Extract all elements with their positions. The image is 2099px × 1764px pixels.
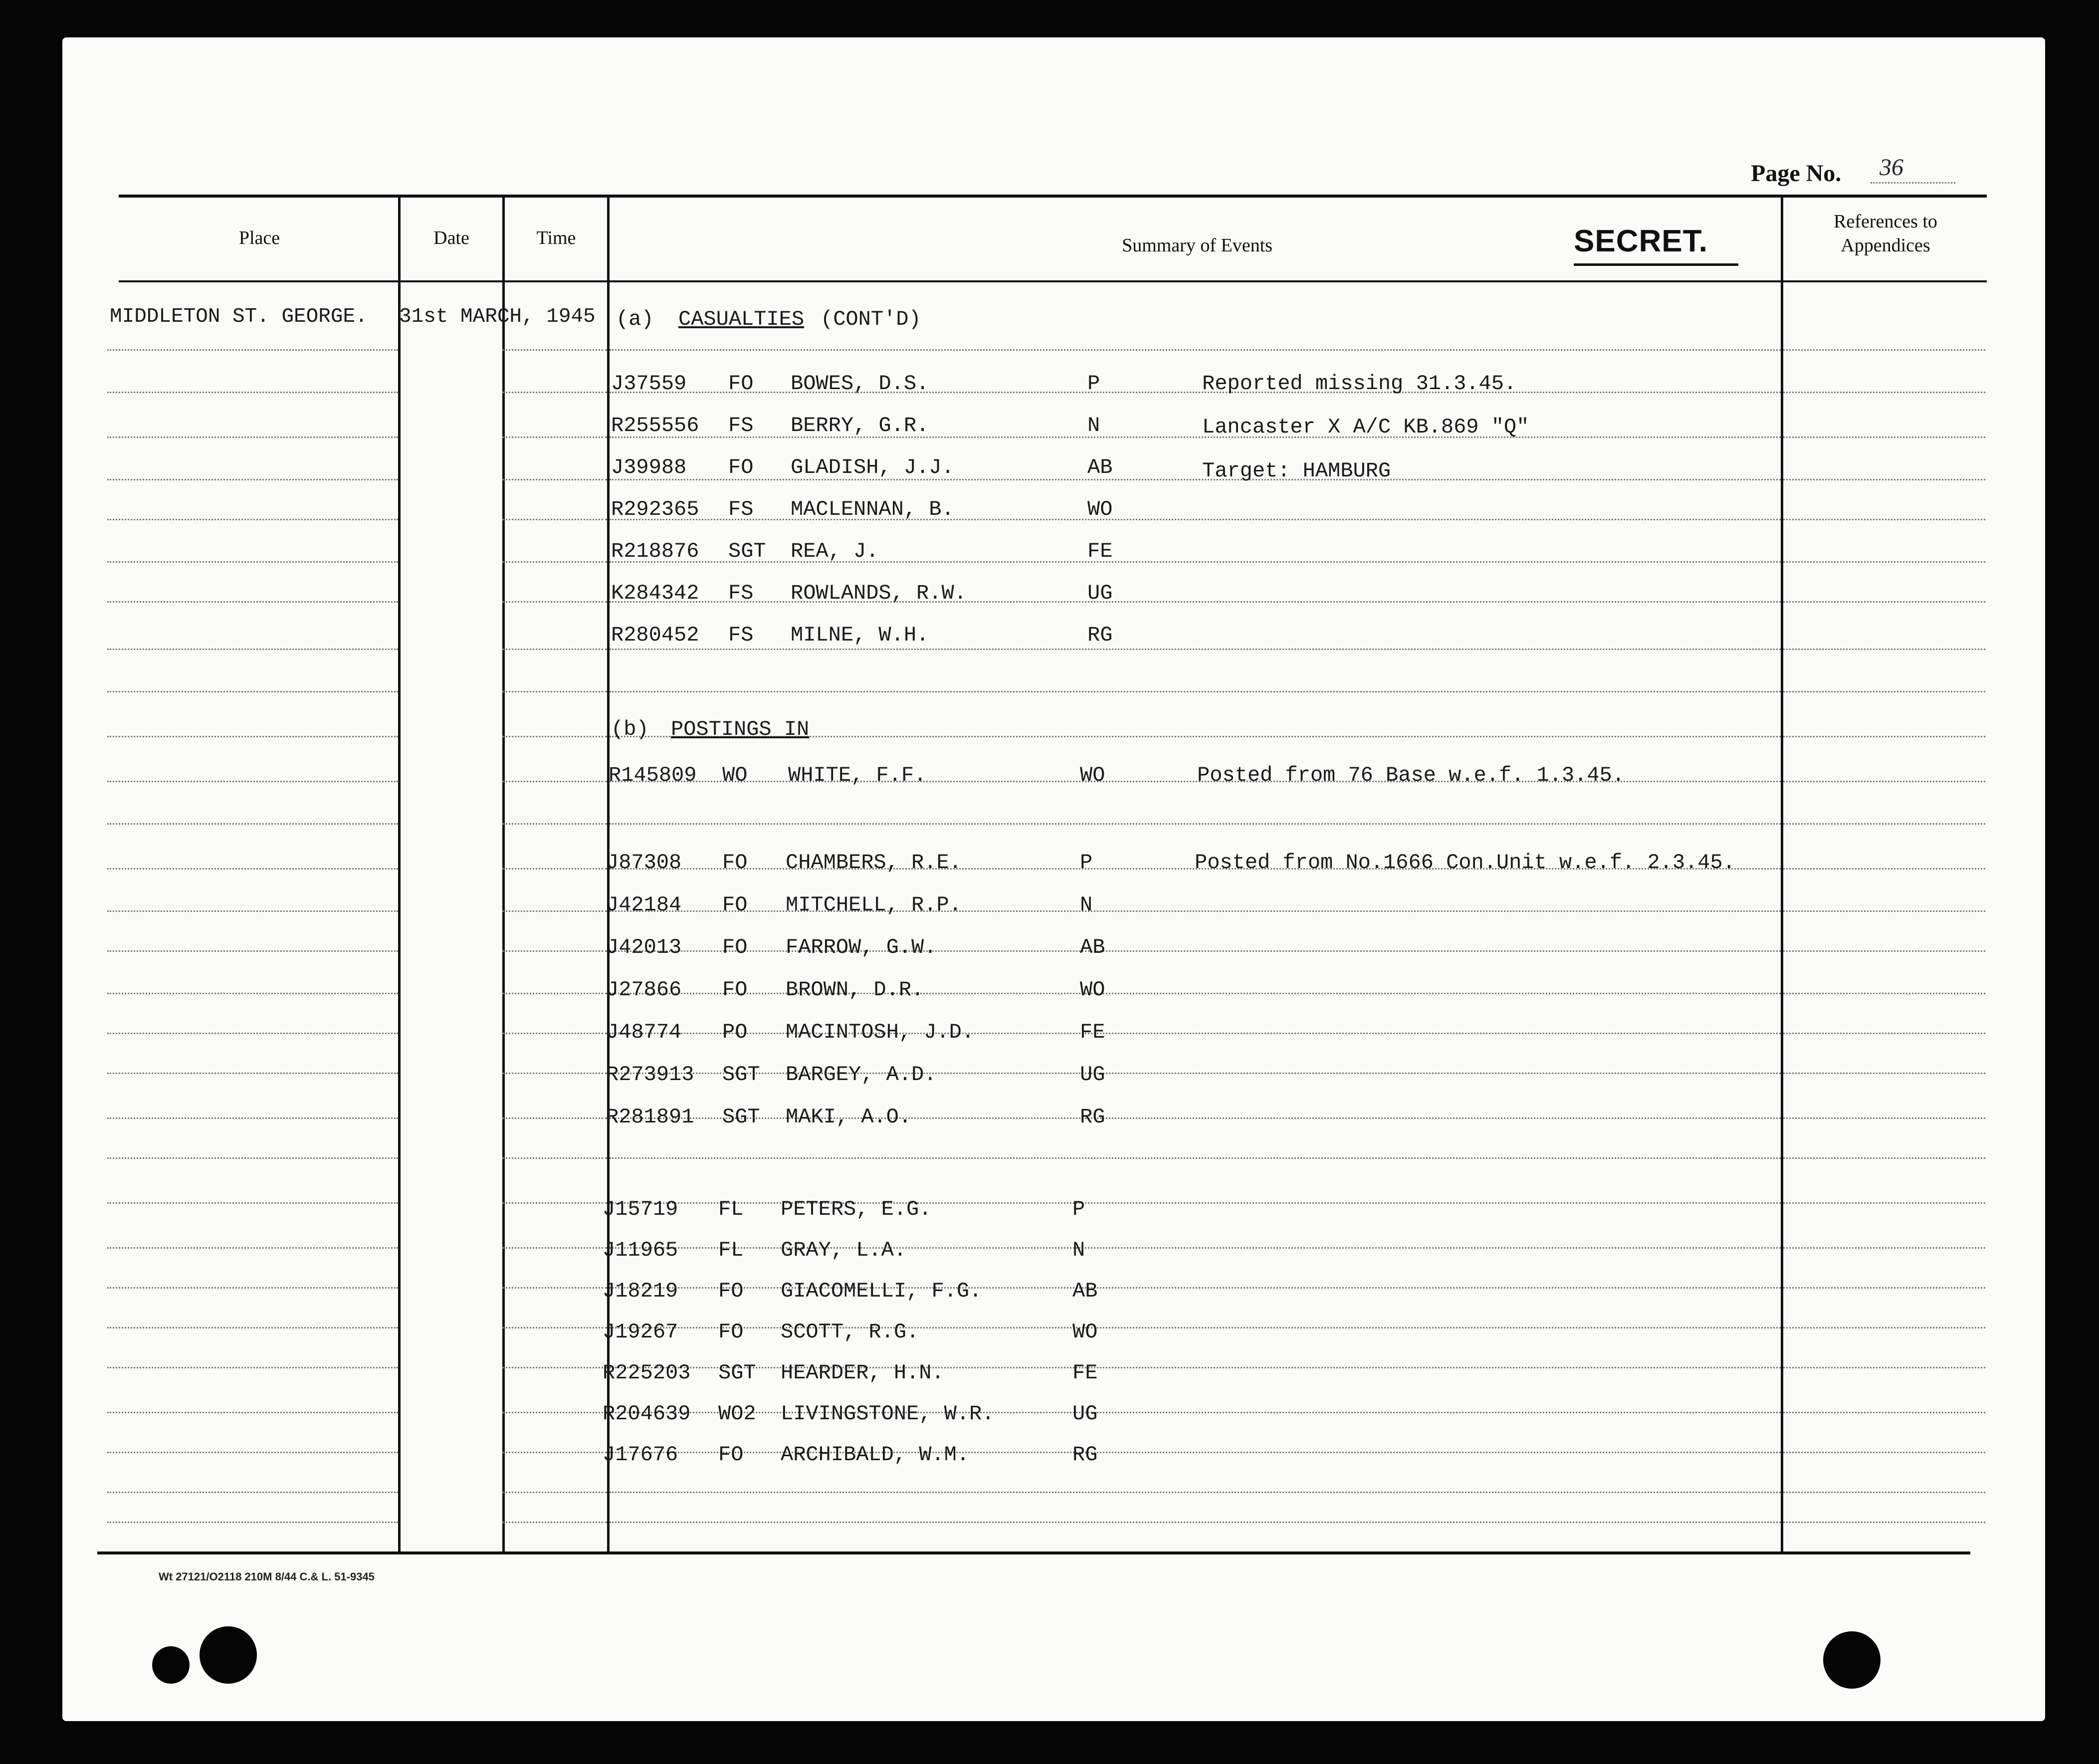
ruled-line <box>502 437 607 438</box>
ruled-line <box>610 691 1781 692</box>
punch-hole-left-small <box>152 1646 190 1684</box>
posting-crew-1-role: AB <box>1080 935 1105 959</box>
ruled-line <box>107 1367 398 1368</box>
ruled-line <box>1783 781 1985 782</box>
ruled-line <box>610 1522 1781 1523</box>
ruled-line <box>107 1033 398 1034</box>
posting-crew-1-number: J27866 <box>606 978 682 1002</box>
casualty-name: GLADISH, J.J. <box>791 455 954 479</box>
posting-crew-1-number: J42184 <box>606 893 682 917</box>
posting-single-remark: Posted from 76 Base w.e.f. 1.3.45. <box>1197 763 1625 787</box>
ruled-line <box>107 823 398 825</box>
column-header-time: Time <box>536 227 576 248</box>
entry-place: MIDDLETON ST. GEORGE. <box>110 305 368 328</box>
ruled-line <box>1783 868 1985 870</box>
posting-crew-2-role: FE <box>1072 1361 1098 1385</box>
section-a-label: (a) <box>616 307 654 331</box>
casualty-role: RG <box>1087 623 1113 647</box>
ruled-line <box>107 868 398 870</box>
posting-crew-2-role: WO <box>1072 1320 1098 1344</box>
ruled-line <box>502 1327 607 1328</box>
ruled-line <box>502 868 607 870</box>
ruled-line <box>502 1492 607 1493</box>
ruled-line <box>502 1412 607 1413</box>
section-a-suffix: (CONT'D) <box>821 307 921 331</box>
ruled-line <box>502 1202 607 1204</box>
posting-crew-1-name: BROWN, D.R. <box>786 978 924 1002</box>
posting-crew-1-number: J42013 <box>606 935 682 959</box>
posting-single-rank: WO <box>722 763 748 787</box>
remark-target: Target: HAMBURG <box>1202 459 1391 483</box>
posting-crew-2-role: UG <box>1072 1402 1098 1426</box>
ruled-line <box>610 649 1781 650</box>
ruled-line <box>1783 736 1985 737</box>
ruled-line <box>1783 1117 1985 1119</box>
summary-references-divider <box>1781 195 1783 1551</box>
posting-single-name: WHITE, F.F. <box>788 763 927 787</box>
ruled-line <box>1783 950 1985 952</box>
ruled-line <box>1783 1367 1985 1368</box>
ruled-line <box>502 561 607 563</box>
ruled-line <box>1783 479 1985 480</box>
ruled-line <box>1783 1327 1985 1328</box>
ruled-line <box>1783 349 1985 351</box>
casualty-role: AB <box>1087 455 1113 479</box>
casualty-rank: FS <box>728 581 754 605</box>
posting-crew-1-role: WO <box>1080 978 1105 1002</box>
ruled-line <box>502 1157 607 1159</box>
ruled-line <box>502 392 607 393</box>
casualty-rank: SGT <box>728 539 766 563</box>
posting-crew-1-remark: Posted from No.1666 Con.Unit w.e.f. 2.3.45. <box>1195 851 1735 875</box>
ruled-line <box>502 1452 607 1453</box>
posting-crew-2-rank: FO <box>718 1279 744 1303</box>
posting-crew-2-role: AB <box>1072 1279 1098 1303</box>
ruled-line <box>502 1367 607 1368</box>
ruled-line <box>1783 519 1985 520</box>
footer-rule <box>97 1551 1970 1554</box>
ruled-line <box>502 823 607 825</box>
casualty-number: J37559 <box>611 372 687 396</box>
ruled-line <box>107 1412 398 1413</box>
posting-crew-1-name: BARGEY, A.D. <box>786 1063 937 1087</box>
ruled-line <box>107 649 398 650</box>
ruled-line <box>107 1452 398 1453</box>
casualty-number: R280452 <box>611 623 699 647</box>
posting-crew-2-rank: FO <box>718 1443 744 1467</box>
ruled-line <box>502 601 607 603</box>
column-header-date: Date <box>433 227 469 248</box>
casualty-role: WO <box>1087 497 1113 521</box>
posting-crew-2-rank: FL <box>718 1238 744 1262</box>
posting-crew-1-rank: PO <box>722 1020 748 1044</box>
casualty-role: P <box>1087 372 1100 396</box>
date-time-divider <box>502 195 505 1551</box>
ruled-line <box>107 781 398 782</box>
ruled-line <box>610 349 1781 351</box>
ruled-line <box>1783 1073 1985 1074</box>
posting-crew-2-name: LIVINGSTONE, W.R. <box>781 1402 995 1426</box>
war-diary-form <box>62 37 2045 1721</box>
posting-crew-1-rank: SGT <box>722 1105 760 1129</box>
ruled-line <box>1783 1287 1985 1289</box>
posting-crew-1-role: N <box>1080 893 1093 917</box>
ruled-line <box>502 479 607 480</box>
ruled-line <box>1783 910 1985 912</box>
posting-crew-1-role: FE <box>1080 1020 1105 1044</box>
ruled-line <box>502 1247 607 1249</box>
punch-hole-left <box>200 1626 257 1684</box>
ruled-line <box>1783 1247 1985 1249</box>
ruled-line <box>502 1522 607 1523</box>
ruled-line <box>1783 1522 1985 1523</box>
casualty-number: R255556 <box>611 414 699 438</box>
posting-crew-1-role: UG <box>1080 1063 1105 1087</box>
column-header-summary: Summary of Events <box>1122 235 1272 256</box>
ruled-line <box>1783 1492 1985 1493</box>
casualty-number: R292365 <box>611 497 699 521</box>
ruled-line <box>107 950 398 952</box>
classification-stamp: SECRET. <box>1574 224 1708 258</box>
ruled-line <box>610 823 1781 825</box>
posting-crew-2-name: ARCHIBALD, W.M. <box>781 1443 970 1467</box>
posting-crew-1-role: RG <box>1080 1105 1105 1129</box>
ruled-line <box>1783 1157 1985 1159</box>
posting-crew-2-number: J17676 <box>603 1443 678 1467</box>
ruled-line <box>107 691 398 692</box>
ruled-line <box>1783 561 1985 563</box>
posting-crew-2-name: GRAY, L.A. <box>781 1238 907 1262</box>
ruled-line <box>610 437 1781 438</box>
ruled-line <box>107 519 398 520</box>
casualty-number: R218876 <box>611 539 699 563</box>
posting-crew-2-number: J18219 <box>603 1279 678 1303</box>
posting-crew-1-rank: FO <box>722 893 748 917</box>
ruled-line <box>1783 691 1985 692</box>
casualty-role: FE <box>1087 539 1113 563</box>
printer-mark: Wt 27121/O2118 210M 8/44 C.& L. 51-9345 <box>159 1570 375 1583</box>
ruled-line <box>502 993 607 994</box>
posting-crew-2-rank: FO <box>718 1320 744 1344</box>
remark-aircraft: Lancaster X A/C KB.869 "Q" <box>1202 415 1529 439</box>
ruled-line <box>502 519 607 520</box>
ruled-line <box>107 349 398 351</box>
ruled-line <box>502 781 607 782</box>
posting-crew-2-role: P <box>1072 1197 1085 1221</box>
posting-crew-1-number: J48774 <box>606 1020 682 1044</box>
ruled-line <box>1783 1452 1985 1453</box>
ruled-line <box>502 1033 607 1034</box>
ruled-line <box>502 736 607 737</box>
ruled-line <box>107 1492 398 1493</box>
posting-crew-2-number: J11965 <box>603 1238 678 1262</box>
ruled-line <box>107 1117 398 1119</box>
casualty-name: BOWES, D.S. <box>791 372 929 396</box>
ruled-line <box>502 691 607 692</box>
casualty-name: MACLENNAN, B. <box>791 497 954 521</box>
ruled-line <box>107 910 398 912</box>
section-b-label: (b) <box>611 717 649 741</box>
ruled-line <box>502 1117 607 1119</box>
casualty-name: REA, J. <box>791 539 879 563</box>
posting-crew-1-name: MITCHELL, R.P. <box>786 893 962 917</box>
classification-underline <box>1574 263 1738 266</box>
posting-single-role: WO <box>1080 763 1105 787</box>
posting-crew-1-rank: FO <box>722 851 748 875</box>
posting-crew-2-role: RG <box>1072 1443 1098 1467</box>
casualty-rank: FO <box>728 455 754 479</box>
ruled-line <box>610 392 1781 393</box>
casualty-role: N <box>1087 414 1100 438</box>
casualty-rank: FO <box>728 372 754 396</box>
casualty-role: UG <box>1087 581 1113 605</box>
ruled-line <box>107 736 398 737</box>
ruled-line <box>610 561 1781 563</box>
casualty-name: MILNE, W.H. <box>791 623 929 647</box>
ruled-line <box>502 649 607 650</box>
ruled-line <box>107 1157 398 1159</box>
posting-crew-2-name: SCOTT, R.G. <box>781 1320 919 1344</box>
posting-crew-1-number: J87308 <box>606 851 682 875</box>
posting-crew-1-rank: SGT <box>722 1063 760 1087</box>
casualty-number: J39988 <box>611 455 687 479</box>
ruled-line <box>1783 1412 1985 1413</box>
casualty-rank: FS <box>728 414 754 438</box>
ruled-line <box>107 1073 398 1074</box>
ruled-line <box>502 1073 607 1074</box>
posting-crew-2-name: HEARDER, H.N. <box>781 1361 944 1385</box>
posting-crew-2-rank: WO2 <box>718 1402 756 1426</box>
section-a-title: CASUALTIES <box>678 307 805 331</box>
page-number-dotline <box>1871 182 1955 184</box>
casualty-rank: FS <box>728 497 754 521</box>
posting-crew-2-rank: FL <box>718 1197 744 1221</box>
posting-crew-1-role: P <box>1080 851 1093 875</box>
ruled-line <box>1783 1033 1985 1034</box>
casualty-name: ROWLANDS, R.W. <box>791 581 967 605</box>
ruled-line <box>107 1327 398 1328</box>
casualty-name: BERRY, G.R. <box>791 414 929 438</box>
posting-single-number: R145809 <box>609 763 697 787</box>
punch-hole-right <box>1823 1631 1881 1689</box>
page-number-label: Page No. <box>1751 160 1842 187</box>
ruled-line <box>107 437 398 438</box>
posting-crew-2-number: J15719 <box>603 1197 678 1221</box>
remark-reported-missing: Reported missing 31.3.45. <box>1202 372 1517 396</box>
ruled-line <box>107 1202 398 1204</box>
posting-crew-2-name: GIACOMELLI, F.G. <box>781 1279 982 1303</box>
ruled-line <box>1783 601 1985 603</box>
ruled-line <box>610 1157 1781 1159</box>
ruled-line <box>107 479 398 480</box>
posting-crew-1-name: MACINTOSH, J.D. <box>786 1020 975 1044</box>
place-date-divider <box>398 195 401 1551</box>
ruled-line <box>107 392 398 393</box>
ruled-line <box>1783 1202 1985 1204</box>
ruled-line <box>107 1287 398 1289</box>
posting-crew-1-number: R273913 <box>606 1063 694 1087</box>
posting-crew-2-number: R225203 <box>603 1361 691 1385</box>
entry-date: 31st MARCH, 1945 <box>399 305 596 328</box>
ruled-line <box>502 950 607 952</box>
ruled-line <box>610 1492 1781 1493</box>
column-header-place: Place <box>238 227 280 248</box>
ruled-line <box>502 349 607 351</box>
posting-crew-1-name: MAKI, A.O. <box>786 1105 912 1129</box>
posting-crew-1-rank: FO <box>722 935 748 959</box>
posting-crew-2-rank: SGT <box>718 1361 756 1385</box>
ruled-line <box>107 993 398 994</box>
posting-crew-2-number: J19267 <box>603 1320 678 1344</box>
ruled-line <box>107 1247 398 1249</box>
section-b-title: POSTINGS IN <box>671 717 810 741</box>
ruled-line <box>107 601 398 603</box>
casualty-number: K284342 <box>611 581 699 605</box>
posting-crew-1-name: FARROW, G.W. <box>786 935 937 959</box>
ruled-line <box>1783 823 1985 825</box>
posting-crew-1-number: R281891 <box>606 1105 694 1129</box>
ruled-line <box>1783 437 1985 438</box>
ruled-line <box>107 561 398 563</box>
ruled-line <box>1783 993 1985 994</box>
casualty-rank: FS <box>728 623 754 647</box>
ruled-line <box>1783 649 1985 650</box>
ruled-line <box>502 910 607 912</box>
posting-crew-2-name: PETERS, E.G. <box>781 1197 932 1221</box>
ruled-line <box>1783 392 1985 393</box>
ruled-line <box>502 1287 607 1289</box>
page-number-value: 36 <box>1880 154 1903 181</box>
posting-crew-2-number: R204639 <box>603 1402 691 1426</box>
ruled-line <box>107 1522 398 1523</box>
posting-crew-2-role: N <box>1072 1238 1085 1262</box>
posting-crew-1-name: CHAMBERS, R.E. <box>786 851 962 875</box>
column-header-references: References to Appendices <box>1834 211 1937 256</box>
ruled-line <box>610 519 1781 520</box>
ruled-line <box>610 601 1781 603</box>
posting-crew-1-rank: FO <box>722 978 748 1002</box>
ruled-line <box>610 479 1781 480</box>
